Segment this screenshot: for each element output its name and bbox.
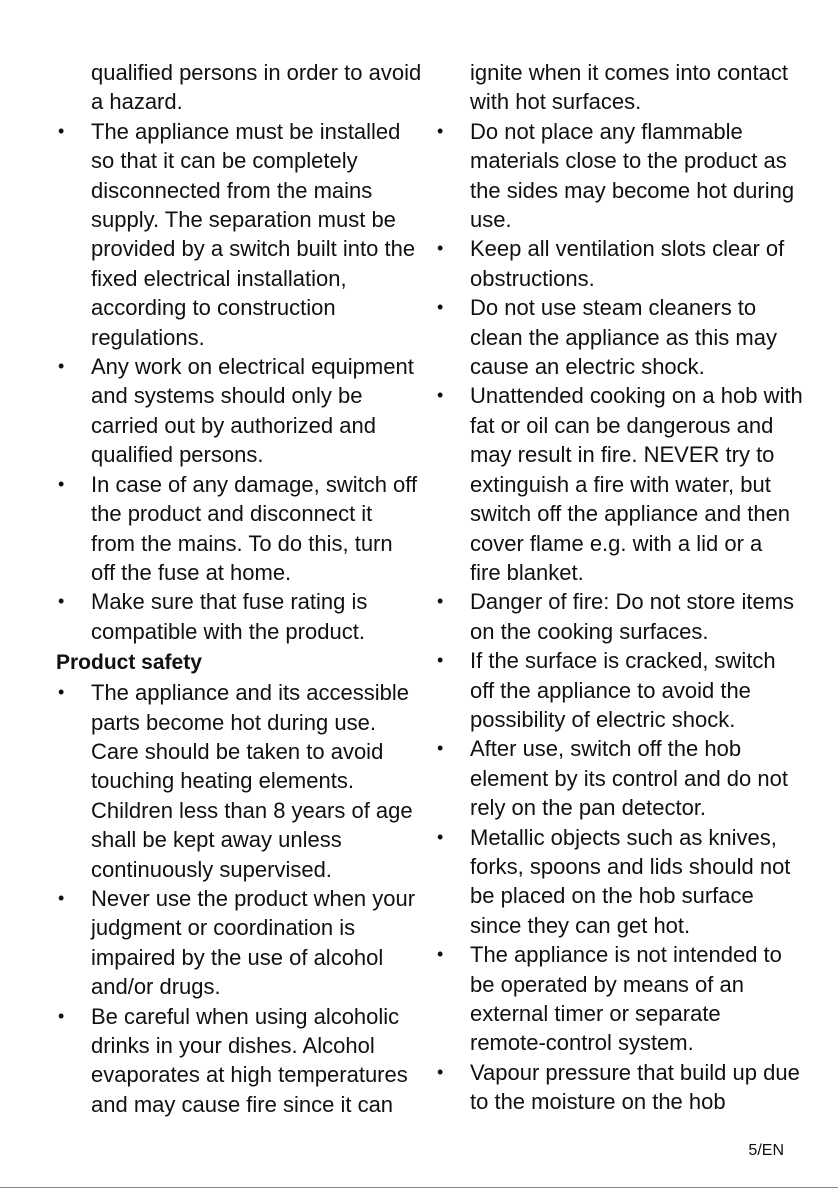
text-line: fixed electrical installation, — [91, 265, 347, 291]
right-intro-paragraph — [435, 58, 800, 117]
right-column — [435, 58, 803, 1117]
text-line: The appliance and its accessible — [91, 680, 409, 706]
text-line: Unattended cooking on a hob with — [470, 383, 803, 409]
list-item — [435, 117, 800, 235]
text-line: obstructions. — [470, 265, 595, 291]
text-line: drinks in your dishes. Alcohol — [91, 1033, 375, 1058]
text-line: ignite when it comes into contact — [470, 60, 788, 85]
text-line: the sides may become hot during — [470, 177, 795, 203]
text-line: parts become hot during use. — [91, 709, 376, 735]
text-line: impaired by the use of alcohol — [91, 944, 384, 970]
text-line: provided by a switch built into the — [91, 236, 416, 262]
text-line: compatible with the product. — [91, 618, 365, 644]
bullet-icon: • — [437, 120, 444, 141]
text-line: Keep all ventilation slots clear of — [470, 236, 785, 262]
text-line: Be careful when using alcoholic — [91, 1003, 400, 1029]
text-line: remote-control system. — [470, 1030, 694, 1056]
text-line: clean the appliance as this may — [470, 324, 777, 350]
text-line: touching heating elements. — [91, 768, 354, 794]
text-line: off the appliance to avoid the — [470, 677, 751, 703]
left-intro-paragraph — [56, 58, 422, 117]
text-line: with hot surfaces. — [470, 89, 642, 115]
list-item — [435, 646, 800, 734]
text-line: supply. The separation must be — [91, 207, 396, 233]
bullet-icon: • — [58, 591, 65, 612]
list-item — [435, 381, 803, 587]
text-line: extinguish a fire with water, but — [470, 471, 771, 497]
text-line: the product and disconnect it — [91, 501, 373, 527]
text-line: forks, spoons and lids should not — [470, 853, 791, 879]
text-line: Never use the product when your — [91, 885, 416, 911]
text-line: may result in fire. NEVER try to — [470, 442, 775, 468]
text-line: If the surface is cracked, switch — [470, 648, 776, 674]
text-line: and systems should only be — [91, 383, 363, 409]
bullet-icon: • — [58, 473, 65, 494]
bullet-icon: • — [437, 738, 444, 759]
text-line: off the fuse at home. — [91, 559, 292, 585]
text-line: Children less than 8 years of age — [91, 797, 413, 823]
text-line: from the mains. To do this, turn — [91, 530, 393, 556]
text-line: according to construction — [91, 295, 336, 321]
bullet-icon: • — [437, 1061, 444, 1082]
text-line: be placed on the hob surface — [470, 883, 754, 909]
text-line: Metallic objects such as knives, — [470, 824, 777, 850]
text-line: switch off the appliance and then — [470, 501, 791, 527]
section-heading: Product safety — [56, 651, 202, 675]
text-line: Danger of fire: Do not store items — [470, 589, 795, 615]
text-line: a hazard. — [91, 89, 183, 115]
bullet-icon: • — [58, 120, 65, 141]
list-item — [435, 1058, 800, 1117]
list-item — [435, 587, 800, 646]
text-line: The appliance is not intended to — [470, 942, 782, 968]
text-line: since they can get hot. — [470, 912, 691, 938]
list-item — [56, 678, 416, 884]
text-line: qualified persons in order to avoid — [91, 60, 422, 85]
list-item — [435, 734, 800, 822]
text-line: continuously supervised. — [91, 856, 332, 882]
bullet-icon: • — [58, 682, 65, 703]
text-line: evaporates at high temperatures — [91, 1062, 408, 1088]
list-item — [56, 470, 416, 588]
text-line: and may cause fire since it can — [91, 1091, 394, 1117]
list-item — [56, 352, 416, 470]
text-line: external timer or separate — [470, 1001, 721, 1026]
text-line: possibility of electric shock. — [470, 706, 736, 732]
text-line: on the cooking surfaces. — [470, 618, 709, 644]
list-item — [435, 940, 800, 1058]
text-line: rely on the pan detector. — [470, 795, 707, 821]
text-line: disconnected from the mains — [91, 177, 373, 203]
text-line: cover flame e.g. with a lid or a — [470, 530, 763, 556]
bullet-icon: • — [58, 1005, 65, 1026]
text-line: materials close to the product as — [470, 148, 787, 174]
list-item — [435, 234, 800, 293]
text-line: After use, switch off the hob — [470, 736, 742, 762]
text-line: cause an electric shock. — [470, 354, 705, 380]
list-item — [56, 117, 416, 352]
left-column — [56, 58, 422, 1119]
text-line: judgment or coordination is — [91, 915, 356, 941]
text-line: Any work on electrical equipment — [91, 354, 414, 380]
text-line: and/or drugs. — [91, 974, 221, 1000]
text-line: Make sure that fuse rating is — [91, 589, 368, 615]
text-line: qualified persons. — [91, 442, 264, 468]
text-line: element by its control and do not — [470, 765, 788, 791]
text-line: regulations. — [91, 324, 205, 350]
bullet-icon: • — [437, 297, 444, 318]
text-line: Vapour pressure that build up due — [470, 1059, 800, 1085]
text-line: fat or oil can be dangerous and — [470, 412, 774, 438]
bullet-icon: • — [437, 385, 444, 406]
bullet-icon: • — [437, 591, 444, 612]
bullet-icon: • — [437, 238, 444, 259]
text-line: In case of any damage, switch off — [91, 471, 418, 497]
text-line: be operated by means of an — [470, 971, 744, 997]
bullet-icon: • — [58, 356, 65, 377]
text-line: carried out by authorized and — [91, 412, 376, 438]
list-item — [56, 884, 416, 1002]
bullet-icon: • — [437, 650, 444, 671]
text-line: shall be kept away unless — [91, 827, 342, 853]
page-number: 5/EN — [748, 1142, 784, 1159]
bullet-icon: • — [58, 887, 65, 908]
text-line: Care should be taken to avoid — [91, 738, 384, 764]
list-item — [435, 823, 800, 941]
list-item — [56, 587, 416, 646]
bullet-icon: • — [437, 826, 444, 847]
list-item — [435, 293, 800, 381]
text-line: fire blanket. — [470, 559, 584, 585]
text-line: Do not use steam cleaners to — [470, 295, 757, 321]
bottom-divider — [0, 1187, 838, 1188]
text-line: so that it can be completely — [91, 148, 358, 174]
text-line: use. — [470, 207, 512, 233]
list-item — [56, 1002, 416, 1120]
text-line: Do not place any flammable — [470, 118, 743, 144]
text-line: The appliance must be installed — [91, 118, 401, 144]
bullet-icon: • — [437, 944, 444, 965]
text-line: to the moisture on the hob — [470, 1089, 726, 1115]
